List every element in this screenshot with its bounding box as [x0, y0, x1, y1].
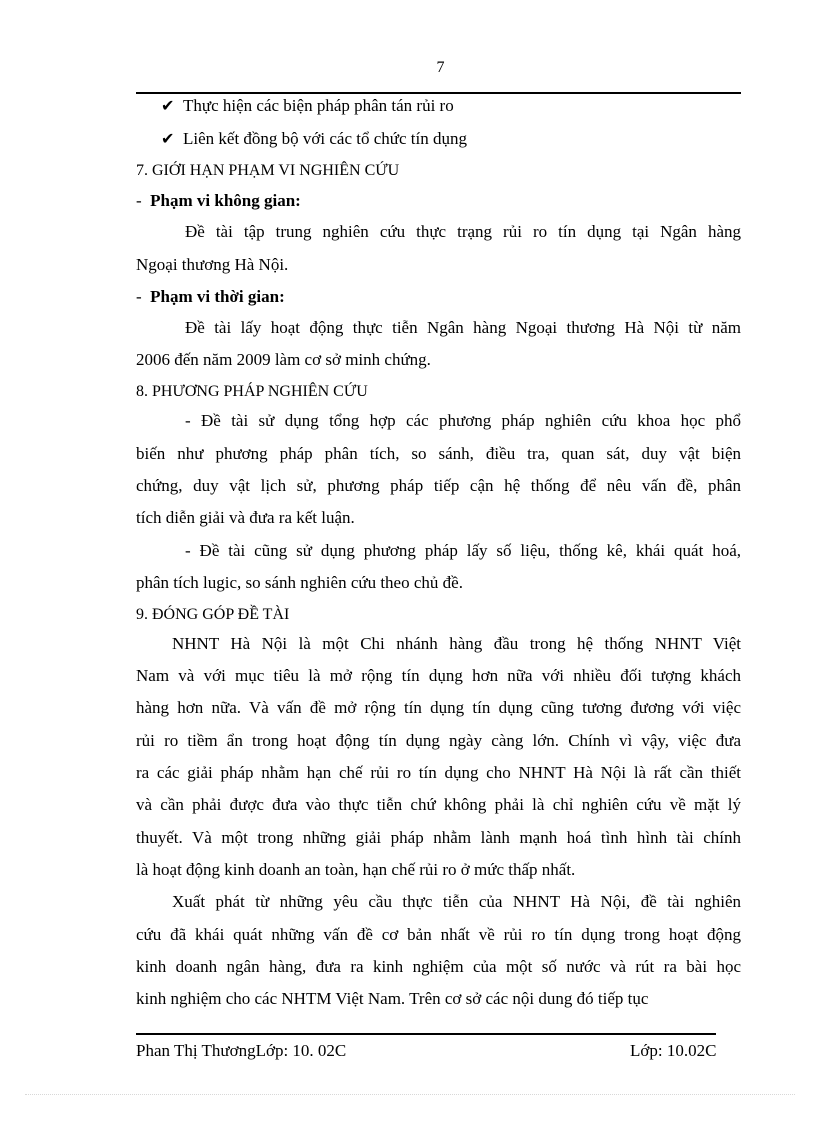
header-rule	[136, 92, 741, 94]
paragraph-line: kinh doanh ngân hàng, đưa ra kinh nghiệm của một số nước và rút ra bài học	[136, 957, 741, 976]
paragraph-line: NHNT Hà Nội là một Chi nhánh hàng đầu trong hệ thống NHNT Việt	[172, 634, 741, 653]
footer-left: Phan Thị ThươngLớp: 10. 02C	[136, 1041, 347, 1060]
section-8-heading: 8. PHƯƠNG PHÁP NGHIÊN CỨU	[136, 383, 368, 400]
paragraph-line: Đề tài tập trung nghiên cứu thực trạng rủi ro tín dụng tại Ngân hàng	[185, 222, 741, 241]
paragraph-line: Ngoại thương Hà Nội.	[136, 255, 289, 274]
time-label: - Phạm vi thời gian:	[136, 287, 285, 306]
footer-right: Lớp: 10.02C	[630, 1041, 717, 1060]
paragraph-line: Đề tài lấy hoạt động thực tiễn Ngân hàng Ngoại thương Hà Nội từ năm	[185, 318, 741, 337]
paragraph-line: ra các giải pháp nhằm hạn chế rủi ro tín dụng cho NHNT Hà Nội là rất cần thiết	[136, 763, 741, 782]
check-icon: ✔	[161, 96, 175, 115]
page-number: 7	[436, 59, 445, 76]
space-label-text: Phạm vi không gian:	[150, 191, 301, 210]
check-icon: ✔	[161, 129, 175, 148]
paragraph-line: phân tích lugic, so sánh nghiên cứu theo chủ đề.	[136, 573, 463, 592]
paragraph-line: kinh nghiệm cho các NHTM Việt Nam. Trên cơ sở các nội dung đó tiếp tục	[136, 989, 649, 1008]
paragraph-line: chứng, duy vật lịch sử, phương pháp tiếp cận hệ thống để nêu vấn đề, phân	[136, 476, 741, 495]
paragraph-line: cứu đã khái quát những vấn đề cơ bản nhất về rủi ro tín dụng trong hoạt động	[136, 925, 741, 944]
paragraph-line: 2006 đến năm 2009 làm cơ sở minh chứng.	[136, 350, 431, 369]
page-edge-dotted-line	[25, 1094, 795, 1095]
paragraph-line: hàng hơn nữa. Và vấn đề mở rộng tín dụng tín dụng cũng tương đương với việc	[136, 698, 741, 717]
paragraph-line: biến như phương pháp phân tích, so sánh, điều tra, quan sát, duy vật biện	[136, 444, 741, 463]
footer-rule	[136, 1033, 716, 1035]
bullet-text: Liên kết đồng bộ với các tổ chức tín dụng	[183, 129, 467, 148]
paragraph-line: rủi ro tiềm ẩn trong hoạt động tín dụng ngày càng lớn. Chính vì vậy, việc đưa	[136, 731, 741, 750]
paragraph-line: là hoạt động kinh doanh an toàn, hạn chế rủi ro ở mức thấp nhất.	[136, 860, 576, 879]
paragraph-line: tích diễn giải và đưa ra kết luận.	[136, 508, 355, 527]
section-7-heading: 7. GIỚI HẠN PHẠM VI NGHIÊN CỨU	[136, 162, 400, 179]
paragraph-line: - Đề tài sử dụng tổng hợp các phương pháp nghiên cứu khoa học phổ	[185, 411, 741, 430]
section-9-heading: 9. ĐÓNG GÓP ĐỀ TÀI	[136, 606, 290, 623]
bullet-item	[161, 128, 467, 150]
time-label-text: Phạm vi thời gian:	[150, 287, 285, 306]
paragraph-line: thuyết. Và một trong những giải pháp nhằm lành mạnh hoá tình hình tài chính	[136, 828, 741, 847]
bullet-text: Thực hiện các biện pháp phân tán rủi ro	[183, 96, 454, 115]
bullet-item	[161, 95, 454, 117]
paragraph-line: Nam và với mục tiêu là mở rộng tín dụng hơn nữa với nhiều đối tượng khách	[136, 666, 741, 685]
space-label: - Phạm vi không gian:	[136, 191, 301, 210]
paragraph-line: - Đề tài cũng sử dụng phương pháp lấy số liệu, thống kê, khái quát hoá,	[185, 541, 741, 560]
paragraph-line: và cần phải được đưa vào thực tiễn chứ không phải là chỉ nghiên cứu về mặt lý	[136, 795, 741, 814]
paragraph-line: Xuất phát từ những yêu cầu thực tiễn của NHNT Hà Nội, đề tài nghiên	[172, 892, 741, 911]
